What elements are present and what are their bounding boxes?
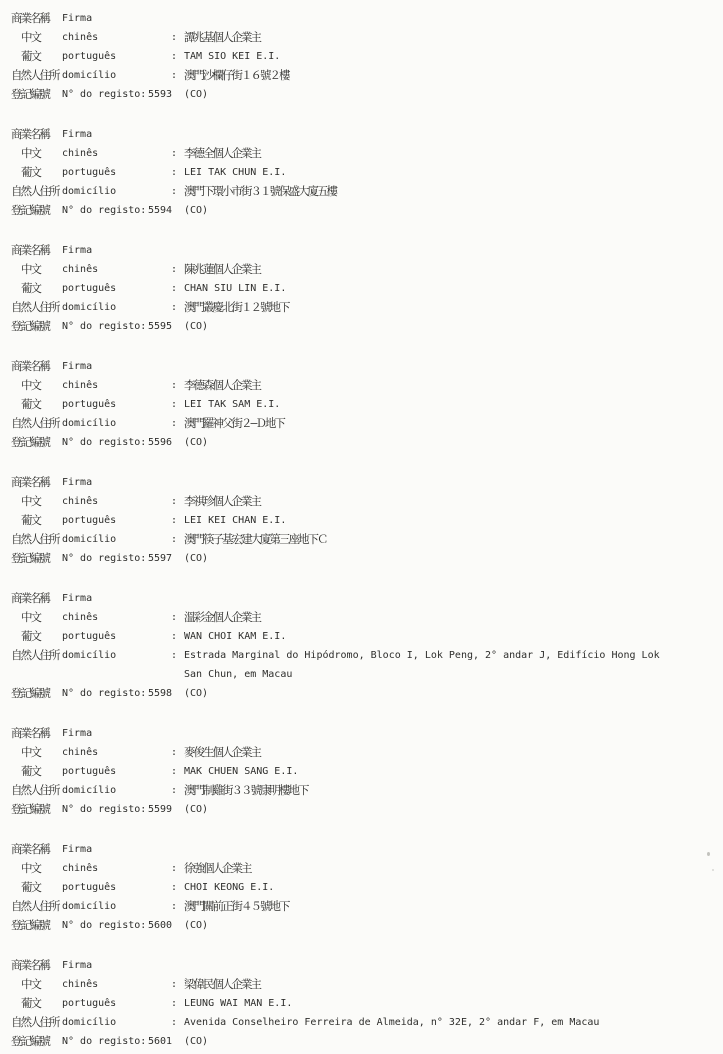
label-portuguese-pt: português	[62, 167, 117, 178]
label-registration-pt: N° do registo:	[62, 553, 147, 564]
entry-header-line	[0, 9, 723, 28]
label-business-name-zh: 商業名稱	[11, 359, 49, 373]
colon-separator: :	[171, 979, 178, 990]
chinese-name-value: 李德森個人企業主	[184, 378, 260, 392]
portuguese-name-line	[0, 878, 723, 897]
label-portuguese-zh: 葡文	[21, 629, 40, 643]
domicile-line	[0, 897, 723, 916]
entry-header-line	[0, 357, 723, 376]
label-portuguese-zh: 葡文	[21, 513, 40, 527]
registration-type-code: (CO)	[184, 321, 209, 332]
chinese-name-value: 陳兆蓮個人企業主	[184, 262, 260, 276]
label-business-name-zh: 商業名稱	[11, 475, 49, 489]
chinese-name-value: 徐強個人企業主	[184, 861, 251, 875]
label-chinese-pt: chinês	[62, 612, 99, 623]
registration-type-code: (CO)	[184, 205, 209, 216]
colon-separator: :	[171, 785, 178, 796]
registration-line	[0, 800, 723, 819]
label-domicile-pt: domicílio	[62, 785, 117, 796]
label-domicile-pt: domicílio	[62, 302, 117, 313]
domicile-value: Estrada Marginal do Hipódromo, Bloco I, Lok Peng, 2° andar J, Edifício Hong Lok San Chun, em Macau	[184, 650, 660, 680]
domicile-value: 澳門關前正街４５號地下	[184, 899, 289, 913]
colon-separator: :	[171, 51, 178, 62]
colon-separator: :	[171, 148, 178, 159]
label-business-name-pt: Firma	[62, 477, 93, 488]
registration-type-code: (CO)	[184, 553, 209, 564]
registry-entry	[0, 473, 723, 568]
label-chinese-pt: chinês	[62, 747, 99, 758]
label-domicile-zh: 自然人住所	[11, 1015, 59, 1029]
registration-number-value: 5593	[148, 89, 173, 100]
domicile-line	[0, 646, 723, 684]
domicile-line	[0, 1013, 723, 1032]
domicile-value: 澳門叢慶北街１２號地下	[184, 300, 289, 314]
registration-number-value: 5594	[148, 205, 173, 216]
registry-entry	[0, 125, 723, 220]
label-business-name-zh: 商業名稱	[11, 591, 49, 605]
portuguese-name-value: WAN CHOI KAM E.I.	[184, 631, 287, 642]
label-portuguese-pt: português	[62, 882, 117, 893]
registry-entry	[0, 9, 723, 104]
registry-entry	[0, 357, 723, 452]
colon-separator: :	[171, 766, 178, 777]
registration-line	[0, 85, 723, 104]
label-portuguese-pt: português	[62, 399, 117, 410]
label-portuguese-zh: 葡文	[21, 880, 40, 894]
label-portuguese-pt: português	[62, 998, 117, 1009]
label-chinese-zh: 中文	[21, 745, 40, 759]
scan-speckle	[707, 852, 710, 856]
label-chinese-zh: 中文	[21, 494, 40, 508]
label-domicile-pt: domicílio	[62, 186, 117, 197]
label-domicile-pt: domicílio	[62, 650, 117, 661]
colon-separator: :	[171, 998, 178, 1009]
colon-separator: :	[171, 264, 178, 275]
label-domicile-pt: domicílio	[62, 418, 117, 429]
registration-line	[0, 201, 723, 220]
label-domicile-zh: 自然人住所	[11, 300, 59, 314]
registration-line	[0, 1032, 723, 1051]
label-domicile-zh: 自然人住所	[11, 532, 59, 546]
registration-number-value: 5597	[148, 553, 173, 564]
chinese-name-line	[0, 376, 723, 395]
registration-type-code: (CO)	[184, 437, 209, 448]
chinese-name-value: 麥俊生個人企業主	[184, 745, 260, 759]
colon-separator: :	[171, 747, 178, 758]
label-business-name-pt: Firma	[62, 361, 93, 372]
entry-header-line	[0, 840, 723, 859]
label-domicile-zh: 自然人住所	[11, 416, 59, 430]
registration-number-value: 5595	[148, 321, 173, 332]
label-registration-zh: 登記編號	[11, 319, 49, 333]
domicile-value: 澳門下環小市街３１號保盛大廈五樓	[184, 184, 336, 198]
entry-header-line	[0, 956, 723, 975]
entry-header-line	[0, 589, 723, 608]
registration-type-code: (CO)	[184, 920, 209, 931]
label-portuguese-zh: 葡文	[21, 49, 40, 63]
registry-entry	[0, 589, 723, 703]
registration-number-value: 5599	[148, 804, 173, 815]
registration-number-value: 5596	[148, 437, 173, 448]
chinese-name-value: 李德全個人企業主	[184, 146, 260, 160]
registration-line	[0, 549, 723, 568]
label-domicile-zh: 自然人住所	[11, 184, 59, 198]
label-chinese-pt: chinês	[62, 380, 99, 391]
label-registration-pt: N° do registo:	[62, 437, 147, 448]
registration-number-value: 5598	[148, 688, 173, 699]
portuguese-name-line	[0, 627, 723, 646]
colon-separator: :	[171, 302, 178, 313]
label-business-name-zh: 商業名稱	[11, 726, 49, 740]
portuguese-name-line	[0, 279, 723, 298]
domicile-line	[0, 298, 723, 317]
portuguese-name-value: LEI KEI CHAN E.I.	[184, 515, 287, 526]
domicile-line	[0, 182, 723, 201]
portuguese-name-line	[0, 395, 723, 414]
label-registration-zh: 登記編號	[11, 802, 49, 816]
colon-separator: :	[171, 186, 178, 197]
label-domicile-pt: domicílio	[62, 1017, 117, 1028]
label-registration-pt: N° do registo:	[62, 205, 147, 216]
label-business-name-pt: Firma	[62, 129, 93, 140]
scan-speckle	[712, 869, 714, 871]
chinese-name-line	[0, 743, 723, 762]
portuguese-name-line	[0, 762, 723, 781]
label-chinese-pt: chinês	[62, 496, 99, 507]
colon-separator: :	[171, 32, 178, 43]
label-chinese-pt: chinês	[62, 148, 99, 159]
label-chinese-zh: 中文	[21, 861, 40, 875]
label-registration-zh: 登記編號	[11, 1034, 49, 1048]
label-registration-pt: N° do registo:	[62, 920, 147, 931]
label-business-name-zh: 商業名稱	[11, 842, 49, 856]
label-business-name-pt: Firma	[62, 245, 93, 256]
registry-entry	[0, 241, 723, 336]
label-business-name-pt: Firma	[62, 728, 93, 739]
label-chinese-pt: chinês	[62, 264, 99, 275]
label-registration-zh: 登記編號	[11, 87, 49, 101]
portuguese-name-value: TAM SIO KEI E.I.	[184, 51, 281, 62]
registration-type-code: (CO)	[184, 688, 209, 699]
label-portuguese-zh: 葡文	[21, 996, 40, 1010]
portuguese-name-value: CHAN SIU LIN E.I.	[184, 283, 287, 294]
portuguese-name-line	[0, 47, 723, 66]
portuguese-name-value: CHOI KEONG E.I.	[184, 882, 275, 893]
entry-header-line	[0, 473, 723, 492]
label-chinese-zh: 中文	[21, 977, 40, 991]
chinese-name-line	[0, 975, 723, 994]
label-domicile-zh: 自然人住所	[11, 68, 59, 82]
label-chinese-pt: chinês	[62, 32, 99, 43]
registration-line	[0, 433, 723, 452]
label-chinese-zh: 中文	[21, 262, 40, 276]
domicile-value: 澳門制雞街３３號康明樓地下	[184, 783, 308, 797]
chinese-name-value: 溫彩金個人企業主	[184, 610, 260, 624]
label-business-name-zh: 商業名稱	[11, 11, 49, 25]
label-registration-zh: 登記編號	[11, 918, 49, 932]
label-registration-zh: 登記編號	[11, 551, 49, 565]
colon-separator: :	[171, 612, 178, 623]
label-chinese-zh: 中文	[21, 378, 40, 392]
label-domicile-zh: 自然人住所	[11, 899, 59, 913]
entry-header-line	[0, 241, 723, 260]
label-portuguese-zh: 葡文	[21, 281, 40, 295]
registration-type-code: (CO)	[184, 89, 209, 100]
chinese-name-line	[0, 608, 723, 627]
label-registration-pt: N° do registo:	[62, 321, 147, 332]
label-registration-zh: 登記編號	[11, 686, 49, 700]
chinese-name-line	[0, 859, 723, 878]
colon-separator: :	[171, 380, 178, 391]
portuguese-name-line	[0, 511, 723, 530]
label-portuguese-zh: 葡文	[21, 165, 40, 179]
domicile-value: 澳門羅神父街２—Ｄ地下	[184, 416, 284, 430]
label-domicile-pt: domicílio	[62, 534, 117, 545]
registration-line	[0, 916, 723, 935]
colon-separator: :	[171, 882, 178, 893]
colon-separator: :	[171, 650, 178, 661]
registration-line	[0, 684, 723, 703]
label-registration-pt: N° do registo:	[62, 688, 147, 699]
registration-type-code: (CO)	[184, 1036, 209, 1047]
label-registration-pt: N° do registo:	[62, 1036, 147, 1047]
entry-header-line	[0, 724, 723, 743]
chinese-name-line	[0, 28, 723, 47]
chinese-name-value: 李祺珍個人企業主	[184, 494, 260, 508]
label-portuguese-pt: português	[62, 283, 117, 294]
label-portuguese-pt: português	[62, 51, 117, 62]
label-business-name-zh: 商業名稱	[11, 243, 49, 257]
domicile-line	[0, 66, 723, 85]
domicile-value: 澳門筷子基宏建大廈第三座地下Ｃ	[184, 532, 327, 546]
label-registration-zh: 登記編號	[11, 435, 49, 449]
label-chinese-zh: 中文	[21, 146, 40, 160]
label-business-name-zh: 商業名稱	[11, 958, 49, 972]
colon-separator: :	[171, 863, 178, 874]
colon-separator: :	[171, 70, 178, 81]
colon-separator: :	[171, 515, 178, 526]
label-portuguese-pt: português	[62, 631, 117, 642]
domicile-line	[0, 781, 723, 800]
chinese-name-line	[0, 492, 723, 511]
label-portuguese-zh: 葡文	[21, 764, 40, 778]
registration-number-value: 5600	[148, 920, 173, 931]
label-domicile-pt: domicílio	[62, 901, 117, 912]
label-business-name-pt: Firma	[62, 593, 93, 604]
label-business-name-pt: Firma	[62, 960, 93, 971]
label-business-name-pt: Firma	[62, 13, 93, 24]
label-domicile-zh: 自然人住所	[11, 648, 59, 662]
entry-header-line	[0, 125, 723, 144]
registry-list	[0, 9, 723, 1051]
label-registration-zh: 登記編號	[11, 203, 49, 217]
portuguese-name-value: LEUNG WAI MAN E.I.	[184, 998, 293, 1009]
label-domicile-pt: domicílio	[62, 70, 117, 81]
registry-entry	[0, 724, 723, 819]
colon-separator: :	[171, 418, 178, 429]
registry-entry	[0, 956, 723, 1051]
colon-separator: :	[171, 631, 178, 642]
registration-number-value: 5601	[148, 1036, 173, 1047]
portuguese-name-value: LEI TAK SAM E.I.	[184, 399, 281, 410]
colon-separator: :	[171, 901, 178, 912]
label-portuguese-zh: 葡文	[21, 397, 40, 411]
registration-line	[0, 317, 723, 336]
portuguese-name-value: LEI TAK CHUN E.I.	[184, 167, 287, 178]
domicile-line	[0, 530, 723, 549]
colon-separator: :	[171, 534, 178, 545]
label-registration-pt: N° do registo:	[62, 89, 147, 100]
domicile-line	[0, 414, 723, 433]
registry-entry	[0, 840, 723, 935]
portuguese-name-line	[0, 163, 723, 182]
label-chinese-pt: chinês	[62, 979, 99, 990]
label-chinese-zh: 中文	[21, 30, 40, 44]
chinese-name-line	[0, 260, 723, 279]
label-registration-pt: N° do registo:	[62, 804, 147, 815]
label-chinese-pt: chinês	[62, 863, 99, 874]
label-business-name-zh: 商業名稱	[11, 127, 49, 141]
colon-separator: :	[171, 1017, 178, 1028]
colon-separator: :	[171, 283, 178, 294]
label-portuguese-pt: português	[62, 515, 117, 526]
colon-separator: :	[171, 167, 178, 178]
colon-separator: :	[171, 399, 178, 410]
label-domicile-zh: 自然人住所	[11, 783, 59, 797]
portuguese-name-line	[0, 994, 723, 1013]
chinese-name-value: 譚兆基個人企業主	[184, 30, 260, 44]
chinese-name-value: 梁偉民個人企業主	[184, 977, 260, 991]
label-business-name-pt: Firma	[62, 844, 93, 855]
label-portuguese-pt: português	[62, 766, 117, 777]
domicile-value: 澳門沙欄仔街１６號２樓	[184, 68, 289, 82]
portuguese-name-value: MAK CHUEN SANG E.I.	[184, 766, 299, 777]
colon-separator: :	[171, 496, 178, 507]
chinese-name-line	[0, 144, 723, 163]
domicile-value: Avenida Conselheiro Ferreira de Almeida, n° 32E, 2° andar F, em Macau	[184, 1017, 600, 1028]
label-chinese-zh: 中文	[21, 610, 40, 624]
registration-type-code: (CO)	[184, 804, 209, 815]
